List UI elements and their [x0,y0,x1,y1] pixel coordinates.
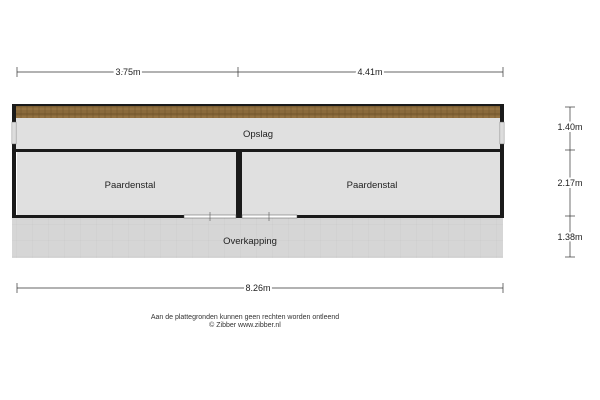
dim-bottom-total: 8.26m [245,283,271,293]
dim-right-bottom: 1.38m [557,232,583,242]
disclaimer-text: Aan de plattegronden kunnen geen rechten worden ontleend [150,314,340,321]
window-right [500,122,504,144]
wall-bottom-left [12,215,184,218]
right-dimension [557,107,582,257]
wall-bottom-right [297,215,503,218]
credit-text: © Zibber www.zibber.nl [209,322,281,329]
top-dimension [17,67,503,77]
label-canopy: Overkapping [223,236,277,247]
wall-left [12,104,16,218]
bottom-dimension [17,283,503,293]
dim-right-middle: 2.17m [557,178,583,188]
window-left [12,122,16,144]
label-storage: Opslag [242,129,274,140]
wall-stable-divider [236,149,242,218]
dim-top-left: 3.75m [115,67,141,77]
label-stable-left: Paardenstal [104,180,156,191]
dim-top-right: 4.41m [357,67,383,77]
roof-strip [12,104,503,118]
dim-right-top: 1.40m [557,122,583,132]
wall-right [500,104,504,218]
building [12,104,504,258]
wall-storage-divider [12,149,503,152]
label-stable-right: Paardenstal [346,180,398,191]
